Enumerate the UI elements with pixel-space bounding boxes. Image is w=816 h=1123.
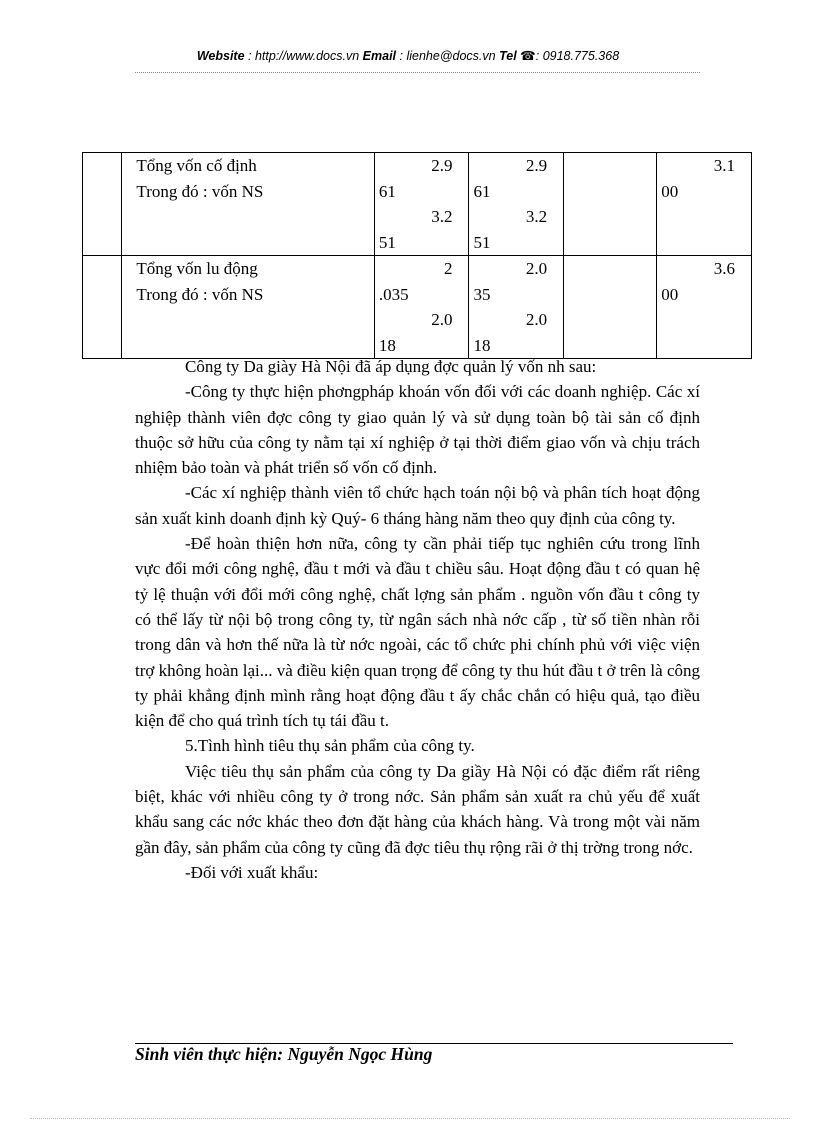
row-label: Tổng vốn lu động bbox=[136, 259, 258, 278]
row-sublabel: Trong đó : vốn NS bbox=[136, 181, 264, 201]
value-part: 51 bbox=[378, 232, 396, 252]
value-part: 51 bbox=[473, 232, 491, 252]
value-part: 2.0 bbox=[431, 310, 453, 329]
tel-value: : 0918.775.368 bbox=[535, 49, 620, 63]
website-value: : http://www.docs.vn bbox=[248, 49, 360, 63]
table-cell-empty bbox=[564, 256, 657, 359]
value-part: 2.9 bbox=[525, 156, 548, 175]
table-cell-index bbox=[83, 256, 122, 359]
tel-label: Tel bbox=[499, 49, 517, 63]
row-sublabel: Trong đó : vốn NS bbox=[136, 284, 264, 304]
phone-icon: ☎ bbox=[520, 49, 536, 63]
section-heading: 5.Tình hình tiêu thụ sản phẩm của công ty. bbox=[185, 736, 475, 756]
table-cell-index bbox=[83, 153, 122, 256]
paragraph: Công ty Da giày Hà Nội đã áp dụng đợc quản lý vốn nh sau: bbox=[185, 357, 597, 376]
document-body bbox=[135, 354, 700, 885]
page-bottom-divider bbox=[30, 1118, 790, 1119]
value-part: 3.2 bbox=[431, 207, 453, 226]
paragraph: -Đối với xuất khẩu: bbox=[185, 862, 319, 882]
email-value: : lienhe@docs.vn bbox=[399, 49, 496, 63]
value-part: 00 bbox=[661, 284, 679, 304]
row-label: Tổng vốn cố định bbox=[136, 156, 257, 175]
page-footer: Sinh viên thực hiện: Nguyễn Ngọc Hùng bbox=[135, 1044, 433, 1064]
table-cell-value bbox=[657, 153, 752, 256]
value-part: 61 bbox=[378, 181, 396, 201]
paragraph: -Để hoàn thiện hơn nữa, công ty cần phải tiếp tục nghiên cứu trong lĩnh vực đổi mới công nghệ, đầu t mới và đầu t chiều sâu. Hoạt động đầu t có quan hệ tỷ lệ thuận với đổi mới công nghệ, chất lợng sản phẩm . nguồn vốn đầu t công ty có thể lấy từ nội bộ trong công ty, từ ngân sách nhà nớc cấp , từ số tiền nhàn rỗi trong dân và hơn thế nữa là từ nớc ngoài, các tổ chức phi chính phủ với việc viện trợ không hoàn lại... và điều kiện quan trọng để công ty thu hút đầu t ở trên là công ty phải khẳng định mình rằng hoạt động đầu t ấy chắc chắn có hiệu quả, tạo điều kiện để cho quá trình tích tụ tái đầu t. bbox=[135, 534, 700, 731]
value-part: 3.1 bbox=[713, 156, 735, 175]
value-part: 3.6 bbox=[713, 259, 735, 278]
value-part: 2.0 bbox=[525, 259, 548, 278]
table-cell-value bbox=[374, 256, 469, 359]
value-part: 35 bbox=[473, 284, 491, 304]
table-cell-value bbox=[469, 256, 564, 359]
value-part: 61 bbox=[473, 181, 491, 201]
value-part: .035 bbox=[378, 284, 409, 304]
value-part: 2.0 bbox=[525, 310, 548, 329]
value-part: 2 bbox=[443, 259, 453, 278]
page-header bbox=[0, 48, 816, 63]
table-cell-label bbox=[122, 153, 374, 256]
capital-table bbox=[82, 152, 752, 359]
paragraph: -Công ty thực hiện phơngpháp khoán vốn đối với các doanh nghiệp. Các xí nghiệp thành viên đợc công ty giao quản lý và sử dụng toàn bộ tài sản cố định thuộc sở hữu của công ty nằm tại xí nghiệp ở tại thời điểm giao vốn và chịu trách nhiệm bảo toàn và phát triển số vốn cố định. bbox=[135, 382, 700, 478]
paragraph: -Các xí nghiệp thành viên tổ chức hạch toán nội bộ và phân tích hoạt động sản xuất kinh doanh định kỳ Quý- 6 tháng hàng năm theo quy định của công ty. bbox=[135, 483, 700, 528]
table-cell-empty bbox=[564, 153, 657, 256]
table-cell-value bbox=[657, 256, 752, 359]
value-part: 00 bbox=[661, 181, 679, 201]
value-part: 18 bbox=[473, 335, 491, 355]
email-label: Email bbox=[362, 49, 397, 63]
paragraph: Việc tiêu thụ sản phẩm của công ty Da giầy Hà Nội có đặc điểm rất riêng biệt, khác với nhiều công ty ở trong nớc. Sản phẩm sản xuất ra chủ yếu để xuất khẩu sang các nớc khác theo đơn đặt hàng của khách hàng. Và trong một vài năm gần đây, sản phẩm của công ty cũng đã đợc tiêu thụ rộng rãi ở thị trờng trong nớc. bbox=[135, 761, 700, 857]
table-row bbox=[83, 153, 752, 256]
table-cell-value bbox=[469, 153, 564, 256]
value-part: 18 bbox=[378, 335, 396, 355]
table-cell-value bbox=[374, 153, 469, 256]
value-part: 3.2 bbox=[525, 207, 548, 226]
table-cell-label bbox=[122, 256, 374, 359]
value-part: 2.9 bbox=[431, 156, 453, 175]
website-label: Website bbox=[196, 49, 245, 63]
header-divider bbox=[135, 72, 700, 73]
table-row bbox=[83, 256, 752, 359]
